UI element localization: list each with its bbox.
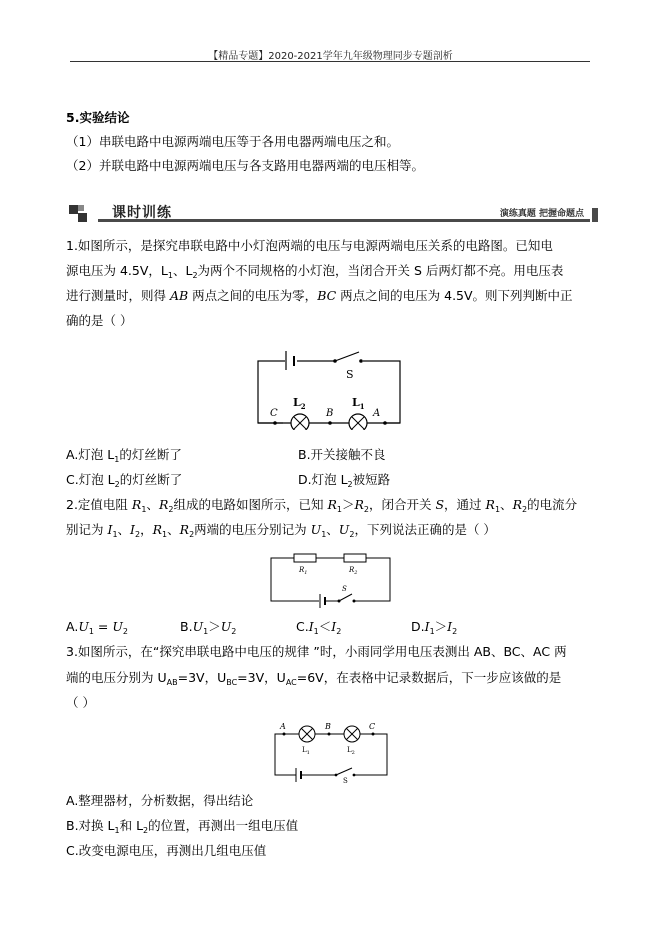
point-c-label: C xyxy=(369,722,376,731)
point-b-label: B xyxy=(325,722,331,731)
switch-label: S xyxy=(342,585,347,593)
q3-line2: 端的电压分别为 $U_{AB}=3V$，$U_{BC}=3V$，$U_{AC}=6V$，在表格中记录数据后，下一步应该做的是 xyxy=(66,670,562,687)
banner-subtitle: 演练真题 把握命题点 xyxy=(499,209,584,219)
q1-circuit-diagram xyxy=(255,348,405,430)
q3-option-a: A.整理器材，分析数据，得出结论 xyxy=(66,793,254,808)
conclusion-p1: （1）串联电路中电源两端电压等于各用电器两端电压之和。 xyxy=(66,134,399,149)
q1-line1: 1.如图所示，是探究串联电路中小灯泡两端的电压与电源两端电压关系的电路图。已知电 xyxy=(66,238,553,253)
point-a-label: A xyxy=(280,722,286,731)
lamp-l2 xyxy=(344,726,360,742)
section-banner xyxy=(68,202,598,222)
lamp-l1 xyxy=(299,726,315,742)
q1-option-c: C.灯泡 $L_2$的灯丝断了 xyxy=(66,472,183,489)
q2-circuit-diagram xyxy=(268,551,393,609)
lamp-l2-label: $L_2$ xyxy=(293,396,306,411)
conclusion-p2: （2）并联电路中电源两端电压与各支路用电器两端的电压相等。 xyxy=(66,158,424,173)
header-rule xyxy=(70,61,590,62)
switch-label: S xyxy=(346,368,354,381)
q3-line3: （ ） xyxy=(66,695,95,710)
q3-option-b: B.对换 $L_1$和 $L_2$的位置，再测出一组电压值 xyxy=(66,818,299,835)
q2-option-c: $C.I_1<I_2$ xyxy=(296,619,342,636)
page-header: 【精品专题】2020-2021学年九年级物理同步专题剖析 xyxy=(208,51,453,62)
q1-line3: 进行测量时，则得 AB 两点之间的电压为零，BC 两点之间的电压为 4.5V。则下列判断中正 xyxy=(66,288,573,303)
resistor-r1-label: $R_1$ xyxy=(299,566,308,576)
resistor-r1 xyxy=(294,554,316,562)
q3-option-c: C.改变电源电压，再测出几组电压值 xyxy=(66,843,267,858)
q2-line1: 2.定值电阻 $R_1$、$R_2$组成的电路如图所示，已知 $R_1>R_2$，闭合开关 S，通过 $R_1$、$R_2$的电流分 xyxy=(66,497,578,514)
q2-option-a: $A.U_1 = U_2$ xyxy=(66,619,129,636)
q2-option-b: $B.U_1>U_2$ xyxy=(180,619,237,636)
lamp-l2-label: $L_2$ xyxy=(347,746,355,756)
banner-title: 课时训练 xyxy=(112,205,172,221)
q3-circuit-diagram xyxy=(272,717,390,783)
switch-label: S xyxy=(343,777,348,783)
section-title: 5.实验结论 xyxy=(66,110,130,125)
q1-option-b: B.开关接触不良 xyxy=(298,447,386,462)
q3-line1: 3.如图所示，在“探究串联电路中电压的规律 ”时，小雨同学用电压表测出 AB、BC、AC 两 xyxy=(66,644,567,659)
point-b-label: B xyxy=(326,408,334,419)
banner-tail xyxy=(592,208,598,222)
banner-squares-icon xyxy=(68,202,92,222)
lamp-l1-label: $L_1$ xyxy=(352,396,365,411)
point-c-label: C xyxy=(270,408,278,419)
q2-option-d: $D.I_1>I_2$ xyxy=(411,619,458,636)
resistor-r2-label: $R_2$ xyxy=(349,566,358,576)
q1-line2: 源电压为 4.5V，$L_1$、$L_2$为两个不同规格的小灯泡，当闭合开关 S 后两灯都不亮。用电压表 xyxy=(66,263,564,280)
lamp-l1-label: $L_1$ xyxy=(302,746,310,756)
resistor-r2 xyxy=(344,554,366,562)
q2-line2: 别记为 $I_1$、$I_2$，$R_1$、$R_2$两端的电压分别记为 $U_1$、$U_2$，下列说法正确的是（ ） xyxy=(66,522,496,539)
lamp-l1 xyxy=(349,414,367,430)
q1-option-d: D.灯泡 $L_2$被短路 xyxy=(298,472,391,489)
lamp-l2 xyxy=(291,414,309,430)
point-a-label: A xyxy=(373,408,381,419)
q1-option-a: A.灯泡 $L_1$的灯丝断了 xyxy=(66,447,182,464)
q1-line4: 确的是（ ） xyxy=(66,313,133,328)
